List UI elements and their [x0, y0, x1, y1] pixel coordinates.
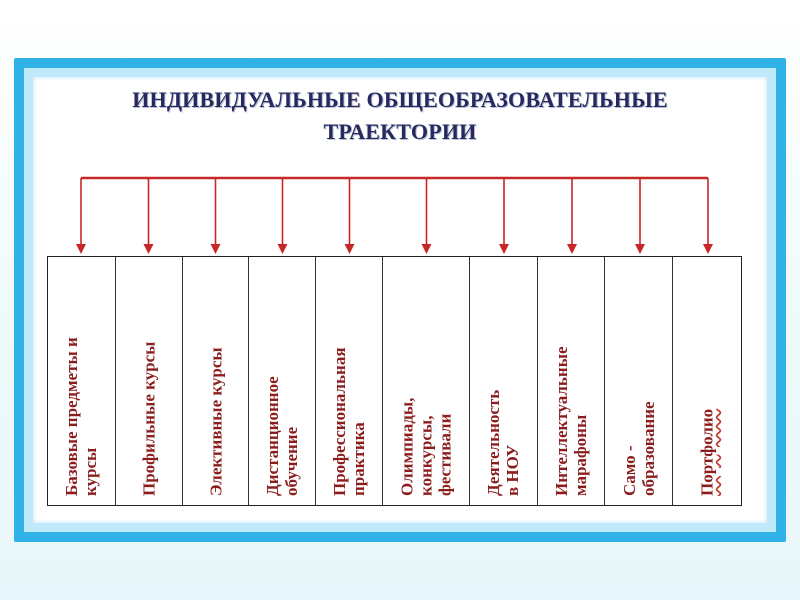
trajectory-label-line: Дистанционное — [263, 376, 283, 496]
trajectory-column — [673, 257, 741, 505]
trajectory-label-line: в НОУ — [503, 444, 523, 496]
trajectory-column — [316, 257, 383, 505]
trajectory-label — [263, 266, 301, 496]
trajectory-label — [698, 266, 717, 496]
trajectory-label — [397, 266, 454, 496]
trajectory-label — [62, 266, 100, 496]
trajectory-label-line: Само - — [619, 445, 639, 496]
trajectory-label — [484, 266, 522, 496]
trajectory-column — [249, 257, 316, 505]
trajectory-label-line: Профессиональная — [330, 347, 350, 496]
trajectory-label — [620, 266, 658, 496]
trajectory-label-line: обучение — [282, 426, 302, 496]
trajectory-label-line: курсы — [81, 447, 101, 496]
diagram-title-line-2: ТРАЕКТОРИИ — [323, 119, 477, 144]
trajectory-column — [116, 257, 183, 505]
trajectory-label-line: конкурсы, — [416, 415, 436, 496]
trajectory-column — [605, 257, 673, 505]
trajectory-label-line: образование — [638, 401, 658, 496]
trajectory-column — [383, 257, 470, 505]
trajectory-column — [48, 257, 116, 505]
trajectory-label-line: практика — [349, 422, 369, 496]
trajectory-label-line: Деятельность — [484, 389, 504, 496]
trajectory-label — [206, 266, 225, 496]
diagram-title-line-1: ИНДИВИДУАЛЬНЫЕ ОБЩЕОБРАЗОВАТЕЛЬНЫЕ — [132, 87, 668, 112]
trajectory-column — [183, 257, 250, 505]
trajectory-label-line: фестивали — [435, 413, 455, 496]
trajectory-label-line: Интеллектуальные — [551, 346, 571, 496]
trajectory-label-line: Профильные курсы — [139, 341, 159, 496]
trajectory-column — [470, 257, 538, 505]
trajectory-label — [552, 266, 590, 496]
trajectories-table — [47, 256, 742, 506]
trajectory-label — [139, 266, 158, 496]
trajectory-label-line: Олимпиады, — [397, 397, 417, 496]
trajectory-label-line: марафоны — [570, 414, 590, 496]
trajectory-label — [330, 266, 368, 496]
trajectory-label-line: Элективные курсы — [206, 347, 226, 496]
trajectory-column — [538, 257, 606, 505]
trajectory-label-line: Базовые предметы и — [62, 337, 82, 496]
trajectory-label-line: Портфолио — [697, 408, 717, 496]
